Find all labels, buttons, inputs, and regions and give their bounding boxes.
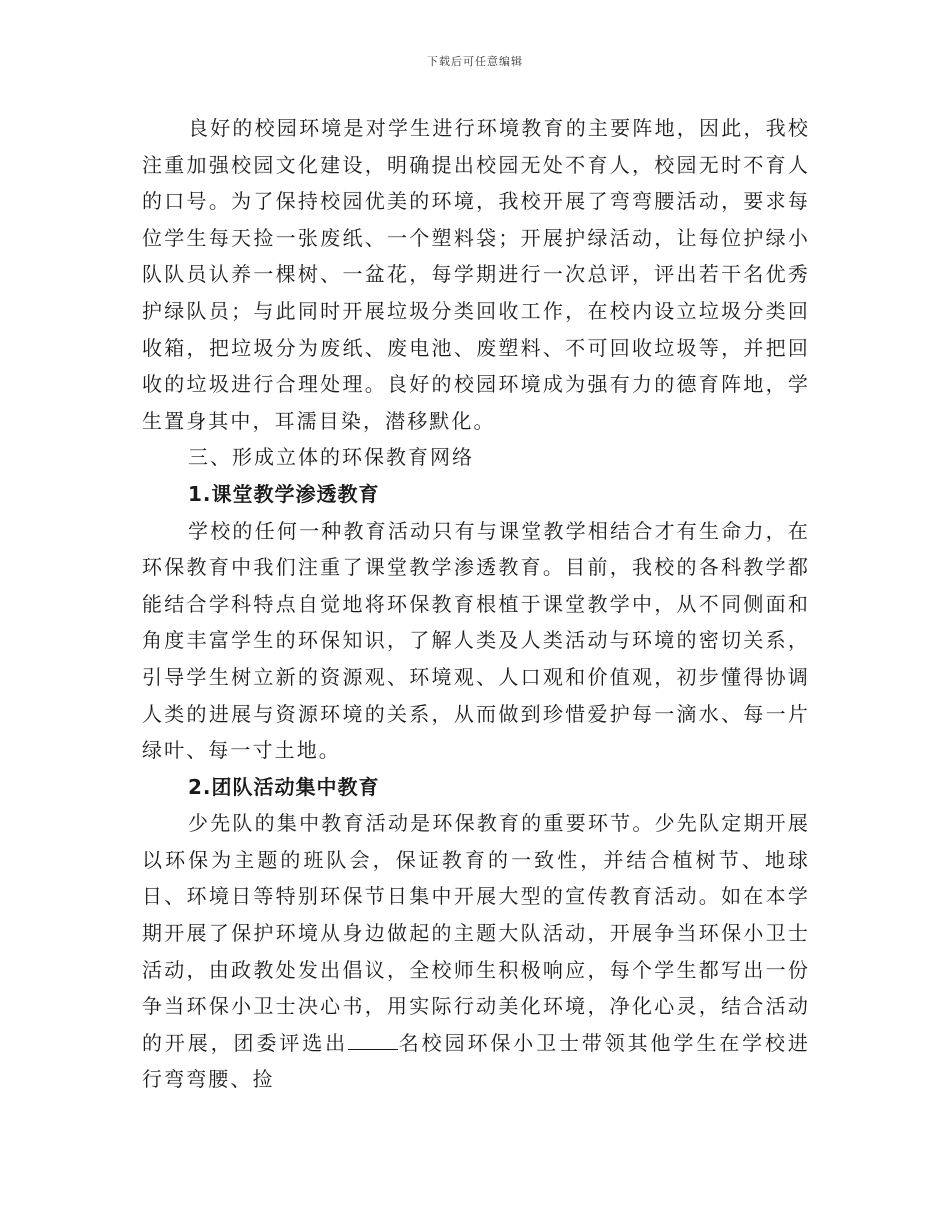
fill-in-blank [348,1031,398,1050]
section-heading-3: 三、形成立体的环保教育网络 [188,445,474,470]
subheading-2: 2.团队活动集中教育 [188,774,380,799]
subheading-1: 1.课堂教学渗透教育 [188,481,380,506]
paragraph-campus-environment: 良好的校园环境是对学生进行环境教育的主要阵地，因此，我校注重加强校园文化建设，明确提出校园无处不育人，校园无时不育人的口号。为了保持校园优美的环境，我校开展了弯弯腰活动，要求每位学生每天捡一张废纸、一个塑料袋；开展护绿活动，让每位护绿小队队员认养一棵树、一盆花，每学期进行一次总评，评出若干名优秀护绿队员；与此同时开展垃圾分类回收工作，在校内设立垃圾分类回收箱，把垃圾分为废纸、废电池、废塑料、不可回收垃圾等，并把回收的垃圾进行合理处理。良好的校园环境成为强有力的德育阵地，学生置身其中，耳濡目染，潜移默化。 [142,116,810,433]
paragraph-team-activities [142,805,810,1098]
document-body [142,110,810,1098]
paragraph-team-activities-part2: 名校园环保小卫士带领其他学生在学校进行弯弯腰、捡 [142,1030,810,1092]
paragraph-team-activities-part1: 少先队的集中教育活动是环保教育的重要环节。少先队定期开展以环保为主题的班队会，保证教育的一致性，并结合植树节、地球日、环境日等特别环保节日集中开展大型的宣传教育活动。如在本学期开展了保护环境从身边做起的主题大队活动，开展争当环保小卫士活动，由政教处发出倡议，全校师生积极响应，每个学生都写出一份争当环保小卫士决心书，用实际行动美化环境，净化心灵，结合活动的开展，团委评选出 [142,811,810,1055]
page-header: 下载后可任意编辑 [427,55,523,68]
paragraph-classroom-teaching: 学校的任何一种教育活动只有与课堂教学相结合才有生命力，在环保教育中我们注重了课堂教学渗透教育。目前，我校的各科教学都能结合学科特点自觉地将环保教育根植于课堂教学中，从不同侧面和角度丰富学生的环保知识，了解人类及人类活动与环境的密切关系，引导学生树立新的资源观、环境观、人口观和价值观，初步懂得协调人类的进展与资源环境的关系，从而做到珍惜爱护每一滴水、每一片绿叶、每一寸土地。 [142,518,810,763]
